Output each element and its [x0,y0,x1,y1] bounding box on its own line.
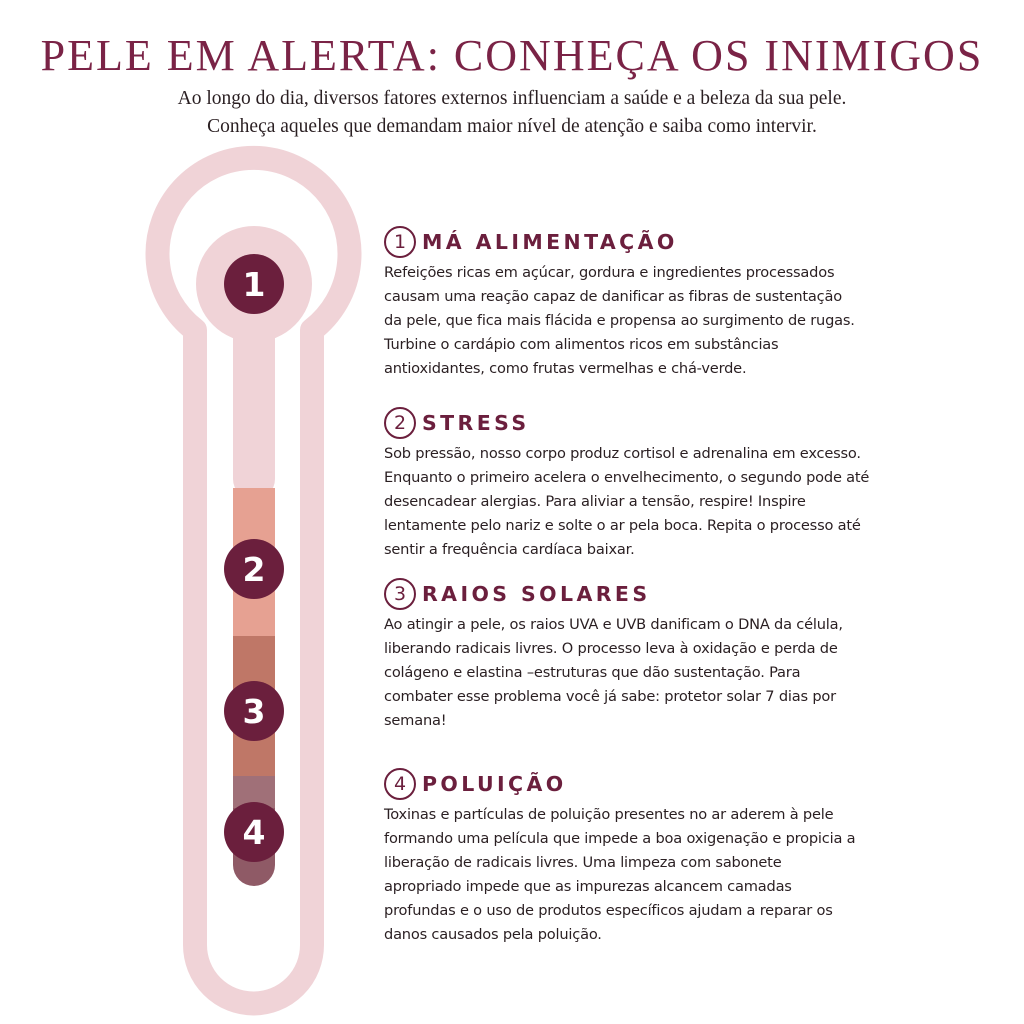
item-header [384,225,924,259]
item-stress [384,406,924,562]
number-badge: 1 [384,226,416,258]
item-header [384,577,924,611]
thermometer-marker-4-label: 4 [242,813,266,852]
item-description: Ao atingir a pele, os raios UVA e UVB danificam o DNA da célula, liberando radicais livres. O processo leva à oxidação e perda de colágeno e elastina –estruturas que dão sustentação. Para combater esse problema você já sabe: protetor solar 7 dias por semana! [384,616,843,729]
page-title: PELE EM ALERTA: CONHEÇA OS INIMIGOS [40,31,984,80]
item-description: Refeições ricas em açúcar, gordura e ingredientes processados causam uma reação capaz de danificar as fibras de sustentação da pele, que fica mais flácida e propensa ao surgimento de rugas. Turbine o cardápio com alimentos ricos em substâncias antioxidantes, como frutas vermelhas e chá-verde. [384,264,855,377]
item-poluicao [384,767,924,947]
thermometer-upper-tube [233,300,275,500]
thermometer-marker-3-label: 3 [242,692,266,731]
item-title: MÁ ALIMENTAÇÃO [422,230,678,254]
thermometer-marker-2 [224,539,284,599]
number-badge: 4 [384,768,416,800]
item-title: POLUIÇÃO [422,772,567,796]
item-description: Sob pressão, nosso corpo produz cortisol e adrenalina em excesso. Enquanto o primeiro acelera o envelhecimento, o segundo pode até desencadear alergias. Para aliviar a tensão, respire! Inspire lentamente pelo nariz e solte o ar pela boca. Repita o processo até sentir a frequência cardíaca baixar. [384,445,870,558]
item-title: RAIOS SOLARES [422,582,651,606]
page-subtitle-line-2: Conheça aqueles que demandam maior nível de atenção e saiba como intervir. [207,116,817,137]
item-title: STRESS [422,411,530,435]
thermometer-marker-1 [224,254,284,314]
item-header [384,767,924,801]
number-badge: 2 [384,407,416,439]
item-raios-solares [384,577,924,733]
thermometer-marker-2-label: 2 [242,550,266,589]
number-badge: 3 [384,578,416,610]
item-header [384,406,924,440]
thermometer-marker-1-label: 1 [242,265,266,304]
thermometer-marker-4 [224,802,284,862]
item-ma-alimentacao [384,225,924,381]
page-subtitle-line-1: Ao longo do dia, diversos fatores externos influenciam a saúde e a beleza da sua pele. [177,88,847,109]
item-description: Toxinas e partículas de poluição presentes no ar aderem à pele formando uma película que impede a boa oxigenação e propicia a liberação de radicais livres. Uma limpeza com sabonete apropriado impede que as impurezas alcancem camadas profundas e o uso de produtos específicos ajudam a reparar os danos causados pela poluição. [384,806,856,943]
thermometer-marker-3 [224,681,284,741]
